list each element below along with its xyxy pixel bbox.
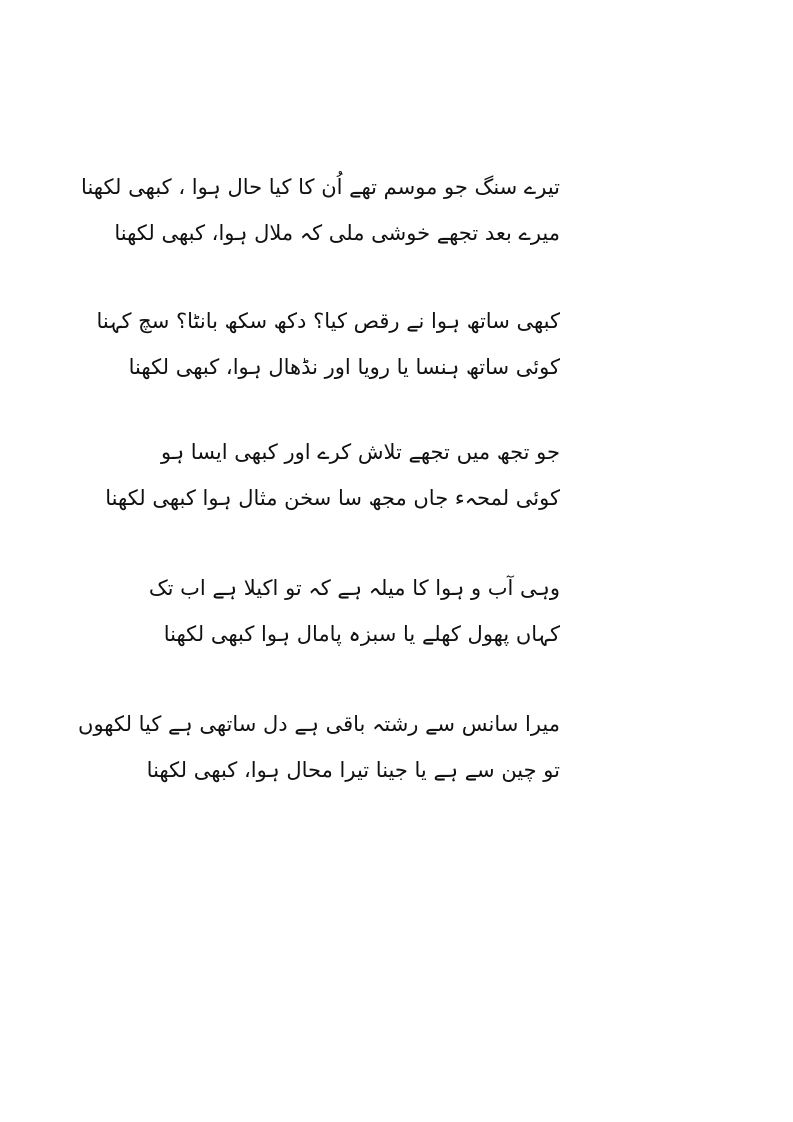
verse-line: وہی آب و ہوا کا میلہ ہے کہ تو اکیلا ہے اب تک [148,576,560,600]
stanza-3 [105,433,560,517]
verse-line: میرا سانس سے رشتہ باقی ہے دل ساتھی ہے کیا لکھوں [78,712,560,736]
stanza-4 [148,569,560,653]
verse-line: جو تجھ میں تجھے تلاش کرے اور کبھی ایسا ہو [160,440,560,464]
stanza-5 [78,705,560,789]
stanza-1 [81,168,560,252]
stanza-2 [96,302,560,386]
poem [78,168,560,839]
verse-line: کوئی لمحہء جاں مجھ سا سخن مثال ہوا کبھی لکھنا [105,486,560,510]
verse-line: کبھی ساتھ ہوا نے رقص کیا؟ دکھ سکھ بانٹا؟ سچ کہنا [96,309,560,333]
verse-line: کہاں پھول کھلے یا سبزہ پامال ہوا کبھی لکھنا [163,622,560,646]
verse-line: میرے بعد تجھے خوشی ملی کہ ملال ہوا، کبھی لکھنا [114,221,560,245]
verse-line: تو چین سے ہے یا جینا تیرا محال ہوا، کبھی لکھنا [146,758,560,782]
verse-line: تیرے سنگ جو موسم تھے اُن کا کیا حال ہوا ، کبھی لکھنا [81,175,560,199]
verse-line: کوئی ساتھ ہنسا یا رویا اور نڈھال ہوا، کبھی لکھنا [128,355,560,379]
